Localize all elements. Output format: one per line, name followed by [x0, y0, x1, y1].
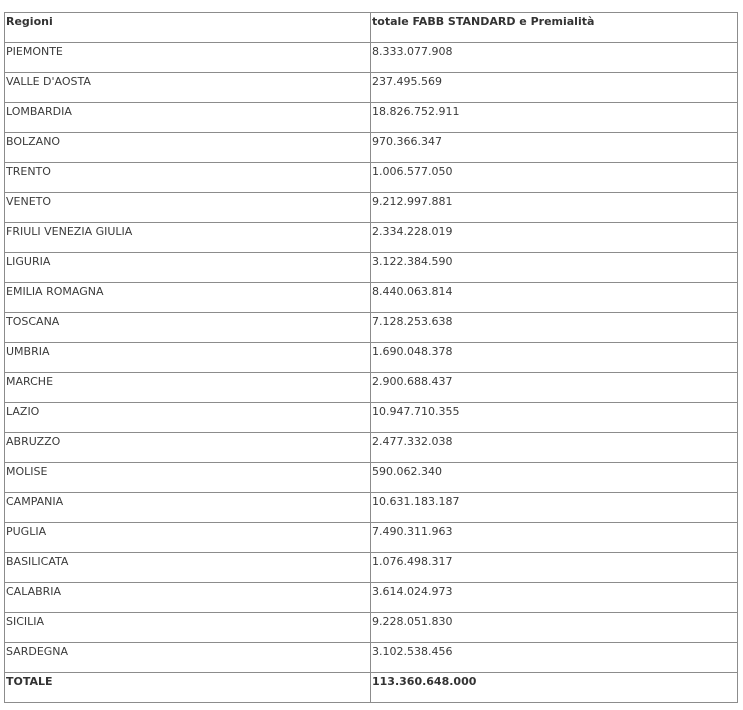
table-row: [5, 463, 738, 493]
region-cell: [5, 463, 371, 493]
region-name: PIEMONTE: [6, 45, 63, 58]
table-container: [4, 12, 738, 703]
region-name: BASILICATA: [6, 555, 69, 568]
table-row: [5, 313, 738, 343]
region-value: 3.122.384.590: [372, 255, 453, 268]
region-value: 18.826.752.911: [372, 105, 460, 118]
region-name: ABRUZZO: [6, 435, 61, 448]
value-cell: [371, 73, 738, 103]
region-cell: [5, 583, 371, 613]
header-totale-label: totale FABB STANDARD e Premialità: [372, 15, 595, 28]
region-cell: [5, 103, 371, 133]
region-cell: [5, 523, 371, 553]
table-header-row: [5, 13, 738, 43]
region-value: 2.334.228.019: [372, 225, 453, 238]
value-cell: [371, 43, 738, 73]
region-name: VENETO: [6, 195, 52, 208]
region-name: VALLE D'AOSTA: [6, 75, 91, 88]
region-value: 7.490.311.963: [372, 525, 453, 538]
value-cell: [371, 343, 738, 373]
region-cell: [5, 613, 371, 643]
table-row: [5, 163, 738, 193]
table-row: [5, 493, 738, 523]
region-value: 2.900.688.437: [372, 375, 453, 388]
value-cell: [371, 463, 738, 493]
region-cell: [5, 643, 371, 673]
region-value: 8.440.063.814: [372, 285, 453, 298]
total-label-cell: [5, 673, 371, 703]
region-name: CAMPANIA: [6, 495, 64, 508]
table-row-total: [5, 673, 738, 703]
region-name: PUGLIA: [6, 525, 47, 538]
table-row: [5, 43, 738, 73]
value-cell: [371, 103, 738, 133]
header-regioni-label: Regioni: [6, 15, 53, 28]
region-name: TRENTO: [6, 165, 51, 178]
header-totale: [371, 13, 738, 43]
value-cell: [371, 643, 738, 673]
total-value: 113.360.648.000: [372, 675, 477, 688]
table-row: [5, 433, 738, 463]
region-value: 8.333.077.908: [372, 45, 453, 58]
value-cell: [371, 283, 738, 313]
region-name: LAZIO: [6, 405, 40, 418]
value-cell: [371, 613, 738, 643]
region-value: 10.947.710.355: [372, 405, 460, 418]
region-value: 590.062.340: [372, 465, 442, 478]
region-name: EMILIA ROMAGNA: [6, 285, 104, 298]
table-row: [5, 583, 738, 613]
region-cell: [5, 553, 371, 583]
table-row: [5, 283, 738, 313]
region-cell: [5, 253, 371, 283]
table-row: [5, 613, 738, 643]
region-value: 7.128.253.638: [372, 315, 453, 328]
region-value: 9.228.051.830: [372, 615, 453, 628]
table-row: [5, 553, 738, 583]
region-name: FRIULI VENEZIA GIULIA: [6, 225, 133, 238]
table-row: [5, 73, 738, 103]
table-body: [5, 43, 738, 703]
region-name: LIGURIA: [6, 255, 51, 268]
region-value: 237.495.569: [372, 75, 442, 88]
regions-table: [4, 12, 738, 703]
value-cell: [371, 133, 738, 163]
region-value: 1.006.577.050: [372, 165, 453, 178]
region-cell: [5, 313, 371, 343]
table-row: [5, 343, 738, 373]
region-cell: [5, 193, 371, 223]
value-cell: [371, 223, 738, 253]
region-value: 3.102.538.456: [372, 645, 453, 658]
region-value: 10.631.183.187: [372, 495, 460, 508]
region-cell: [5, 433, 371, 463]
value-cell: [371, 373, 738, 403]
region-cell: [5, 223, 371, 253]
table-row: [5, 373, 738, 403]
region-cell: [5, 163, 371, 193]
region-name: SARDEGNA: [6, 645, 69, 658]
value-cell: [371, 313, 738, 343]
region-cell: [5, 403, 371, 433]
region-value: 1.690.048.378: [372, 345, 453, 358]
region-cell: [5, 43, 371, 73]
region-name: MARCHE: [6, 375, 54, 388]
region-cell: [5, 373, 371, 403]
region-name: BOLZANO: [6, 135, 61, 148]
value-cell: [371, 523, 738, 553]
region-name: MOLISE: [6, 465, 48, 478]
table-row: [5, 643, 738, 673]
value-cell: [371, 553, 738, 583]
region-cell: [5, 493, 371, 523]
table-row: [5, 523, 738, 553]
value-cell: [371, 403, 738, 433]
region-value: 2.477.332.038: [372, 435, 453, 448]
table-row: [5, 253, 738, 283]
region-value: 3.614.024.973: [372, 585, 453, 598]
value-cell: [371, 163, 738, 193]
region-value: 9.212.997.881: [372, 195, 453, 208]
region-cell: [5, 133, 371, 163]
region-name: UMBRIA: [6, 345, 50, 358]
header-regioni: [5, 13, 371, 43]
region-name: LOMBARDIA: [6, 105, 72, 118]
value-cell: [371, 493, 738, 523]
region-name: SICILIA: [6, 615, 45, 628]
table-row: [5, 193, 738, 223]
table-row: [5, 223, 738, 253]
region-cell: [5, 283, 371, 313]
total-label: TOTALE: [6, 675, 53, 688]
value-cell: [371, 193, 738, 223]
total-value-cell: [371, 673, 738, 703]
value-cell: [371, 433, 738, 463]
region-cell: [5, 343, 371, 373]
region-name: CALABRIA: [6, 585, 62, 598]
region-value: 1.076.498.317: [372, 555, 453, 568]
region-value: 970.366.347: [372, 135, 442, 148]
table-row: [5, 133, 738, 163]
table-row: [5, 103, 738, 133]
region-name: TOSCANA: [6, 315, 60, 328]
value-cell: [371, 253, 738, 283]
value-cell: [371, 583, 738, 613]
table-row: [5, 403, 738, 433]
region-cell: [5, 73, 371, 103]
